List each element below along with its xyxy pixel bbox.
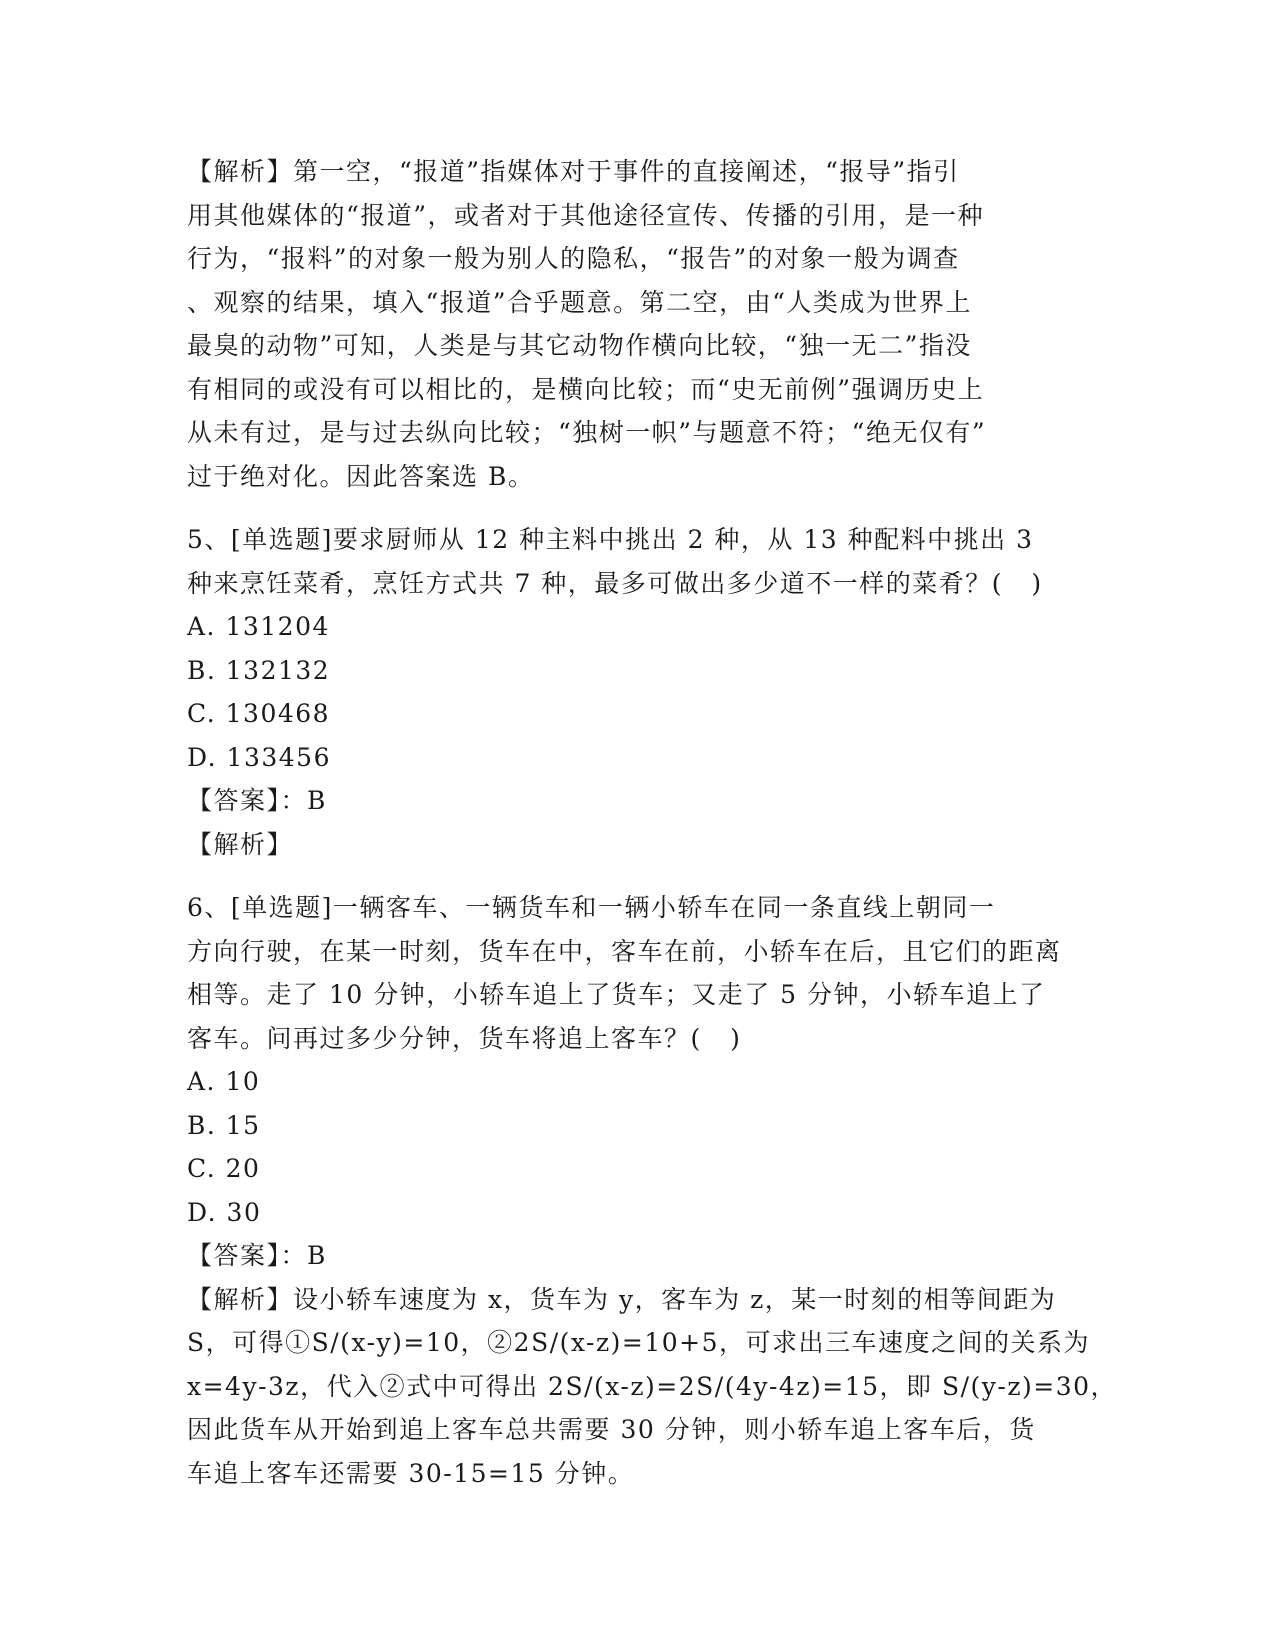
question-stem-line: 6、[单选题]一辆客车、一辆货车和一辆小轿车在同一条直线上朝同一 xyxy=(187,893,996,922)
analysis-line: 车追上客车还需要 30-15=15 分钟。 xyxy=(187,1458,635,1488)
analysis-q4 xyxy=(187,150,1087,498)
analysis-line: 、观察的结果，填入“报道”合乎题意。第二空，由“人类成为世界上 xyxy=(187,287,972,317)
analysis-line: 从未有过，是与过去纵向比较；“独树一帜”与题意不符；“绝无仅有” xyxy=(187,418,987,447)
question-5 xyxy=(187,518,1087,866)
option-c: C. 20 xyxy=(187,1154,261,1183)
option-a: A. 10 xyxy=(187,1067,261,1096)
question-stem-line: 5、[单选题]要求厨师从 12 种主料中挑出 2 种，从 13 种配料中挑出 3 xyxy=(187,525,1034,554)
analysis-line: 行为，“报料”的对象一般为别人的隐私，“报告”的对象一般为调查 xyxy=(187,244,960,273)
option-b: B. 132132 xyxy=(187,655,331,685)
question-stem-line: 种来烹饪菜肴，烹饪方式共 7 种，最多可做出多少道不一样的菜肴？( ) xyxy=(187,568,1043,598)
analysis-line: 最臭的动物”可知，人类是与其它动物作横向比较，“独一无二”指没 xyxy=(187,331,972,360)
analysis-line: 用其他媒体的“报道”，或者对于其他途径宣传、传播的引用，是一种 xyxy=(187,200,985,230)
option-d: D. 30 xyxy=(187,1197,262,1227)
analysis-line: x=4y-3z，代入②式中可得出 2S/(x-z)=2S/(4y-4z)=15，即 S/(y-z)=30， xyxy=(187,1371,1118,1401)
analysis-line: 过于绝对化。因此答案选 B。 xyxy=(187,461,535,491)
analysis-heading: 【解析】 xyxy=(187,829,294,859)
document-page xyxy=(187,150,1118,1495)
answer-line: 【答案】：B xyxy=(187,1241,327,1270)
analysis-line: 【解析】第一空，“报道”指媒体对于事件的直接阐述，“报导”指引 xyxy=(187,157,960,186)
question-stem-line: 相等。走了 10 分钟，小轿车追上了货车；又走了 5 分钟，小轿车追上了 xyxy=(187,980,1046,1009)
option-a: A. 131204 xyxy=(187,612,330,641)
answer-line: 【答案】：B xyxy=(187,786,327,815)
spacer xyxy=(187,866,1087,886)
analysis-line: 有相同的或没有可以相比的，是横向比较；而“史无前例”强调历史上 xyxy=(187,374,985,404)
question-stem-line: 方向行驶，在某一时刻，货车在中，客车在前，小轿车在后，且它们的距离 xyxy=(187,936,1062,966)
analysis-line: S，可得①S/(x-y)=10，②2S/(x-z)=10+5，可求出三车速度之间的关系为 xyxy=(187,1328,1091,1357)
spacer xyxy=(187,498,1087,518)
question-stem-line: 客车。问再过多少分钟，货车将追上客车？( ) xyxy=(187,1023,742,1053)
option-b: B. 15 xyxy=(187,1110,261,1140)
option-d: D. 133456 xyxy=(187,742,331,772)
option-c: C. 130468 xyxy=(187,699,331,728)
question-6 xyxy=(187,886,1118,1495)
analysis-line: 【解析】设小轿车速度为 x，货车为 y，客车为 z，某一时刻的相等间距为 xyxy=(187,1284,1057,1314)
analysis-line: 因此货车从开始到追上客车总共需要 30 分钟，则小轿车追上客车后，货 xyxy=(187,1415,1036,1444)
